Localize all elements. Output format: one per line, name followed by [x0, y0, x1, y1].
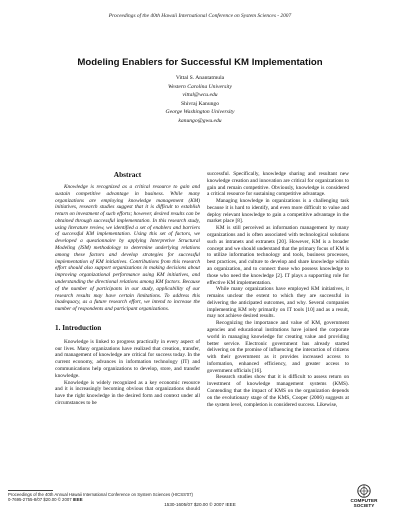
authors-block	[0, 74, 400, 126]
footer-left	[8, 492, 193, 502]
body-paragraph: While many organizations have employed KM initiatives, it remains unclear the extent to which they are successful in delivering the anticipated outcomes, and why. Several companies implementing KM rely primarily on IT tools [10] and as a result, may not achieve desired results.	[207, 286, 349, 320]
logo-text-society: SOCIETY	[353, 503, 375, 508]
body-paragraph: successful. Specifically, knowledge sharing and resultant new knowledge creation and innovation are critical for organizations to gain and remain competitive. Obviously, knowledge is considered a critical resource for sustaining competitive advantage.	[207, 171, 349, 198]
body-paragraph: Managing knowledge in organizations is a challenging task because it is hard to identify, and even more difficult to value and deploy relevant knowledge to gain a competitive advantage in the market place [8].	[207, 198, 349, 225]
computer-society-logo	[346, 484, 382, 508]
logo-text-computer: COMPUTER	[350, 498, 378, 503]
intro-paragraph: Knowledge is widely recognized as a key economic resource and it is increasingly becoming obvious that organizations should have the right knowledge in the desired form and context under all circumstances to be	[55, 379, 200, 406]
body-paragraph: Recognizing the importance and value of KM, government agencies and educational institutions have joined the corporate world in managing knowledge for creating value and providing better service. Electronic government has already started delivering on the promise of influencing the interaction of citizens with their government as it provides increased access to information, enhanced efficiency, and greater access to government officials [16].	[207, 320, 349, 374]
author-affiliation: George Washington University	[165, 109, 235, 116]
paper-title: Modeling Enablers for Successful KM Implementation	[77, 57, 323, 68]
footer-isbn: 0-7695-2755-8/07 $20.00 © 2007 IEEE	[8, 497, 83, 503]
author-email: vittal@wcu.edu	[182, 92, 218, 99]
introduction-heading: 1. Introduction	[55, 323, 102, 332]
computer-society-icon	[357, 484, 371, 498]
left-column	[55, 170, 200, 407]
footer-proceedings: Proceedings of the 40th Annual Hawaii International Conference on System Sciences (HICSS'07)	[8, 492, 193, 497]
author-name: Shivraj Kanungo	[180, 100, 220, 107]
abstract-heading: Abstract	[113, 170, 142, 179]
ieee-logo-text: IEEE	[72, 497, 83, 503]
author-name: Vittal S. Anantatmula	[175, 75, 225, 81]
author-email: kanungo@gwu.edu	[178, 117, 222, 124]
intro-paragraph: Knowledge is linked to progress practically in every aspect of our lives. Many organizations have realized that creation, transfer, and management of knowledge are critical for success today. In the current economy, advances in information technology (IT) and communications help organizations to develop, store, and transfer knowledge.	[55, 338, 200, 379]
author-affiliation: Western Carolina University	[168, 83, 232, 90]
footer-copyright: 1530-1605/07 $20.00 © 2007 IEEE	[164, 502, 236, 507]
abstract-text: Knowledge is recognized as a critical resource to gain and sustain competitive advantage in business. While many organizations are employing knowledge management (KM) initiatives, research studies suggest that it is difficult to establish return on investment of such efforts; however, desired results can be obtained through successful implementation. In this research study, using literature review, we identified a set of enablers and barriers of successful KM implementation. Using this set of factors, we developed a questionnaire by applying Interpretive Structural Modeling (ISM) methodology to determine underlying relations among these factors and develop strategies for successful implementation of KM initiatives. Contributions from this research effort should also support organizations in making decisions about improving organizational performance using KM initiatives, and understanding the directional relations among KM factors. Because of the number of participants in our study, applicability of our research results may have certain limitations. To address this inadequacy, as a future research effort, we intend to increase the number of respondents and participant organizations.	[55, 184, 200, 313]
body-paragraph: Research studies show that it is difficult to assess return on investment of knowledge management systems (KMS). Contending that the impact of KMS on the organization depends on the evolutionary stage of the KMS, Cooper (2006) suggests at the system level, completion is considered success. Likewise,	[207, 374, 349, 408]
footer-divider	[8, 490, 53, 491]
conference-header: Proceedings of the 40th Hawaii International Conference on System Sciences - 2007	[108, 13, 292, 19]
body-paragraph: KM is still perceived as information management by many organizations and is often associated with technological solutions such as intranets and extranets [20]. However, KM is a broader concept and we should understand that the primary focus of KM is to utilize information technology and tools, business processes, best practices, and culture to develop and share knowledge within an organization, and to connect those who possess knowledge to those who need the knowledge [2]. IT plays a supporting role for effective KM implementation.	[207, 225, 349, 286]
right-column	[207, 171, 349, 408]
